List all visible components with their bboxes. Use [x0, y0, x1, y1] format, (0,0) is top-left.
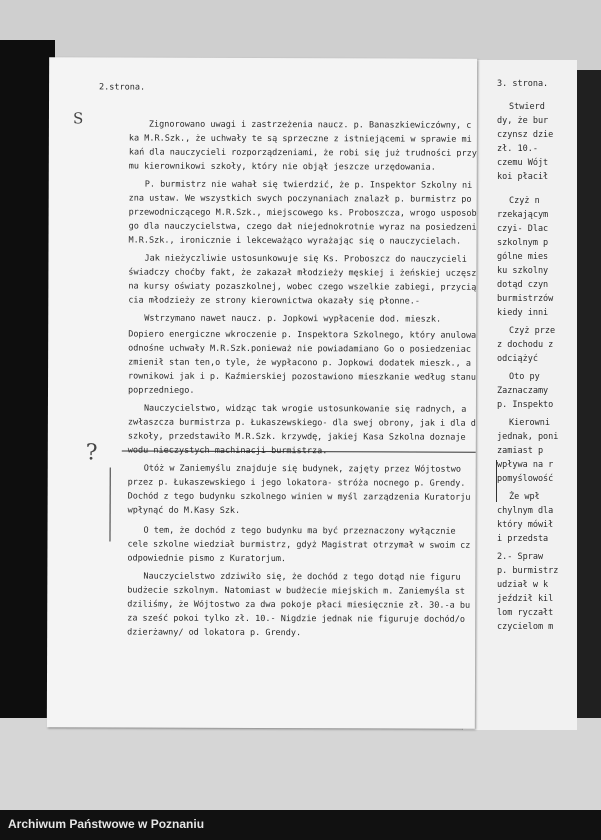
- back-text-line: p. Inspekto: [497, 400, 554, 410]
- front-text-line: Otóż w Zaniemyślu znajduje się budynek, zajęty przez Wójtostwo: [143, 463, 462, 475]
- front-page: [47, 57, 477, 728]
- back-text-line: czycielom m: [497, 622, 554, 632]
- back-text-line: zł. 10.-: [497, 144, 538, 154]
- back-text-line: udział w k: [497, 580, 549, 590]
- front-text-line: kań dla nauczycieli rozporządzeniami, że robi się już trudności przy: [128, 147, 477, 159]
- front-text-line: szkoły, przedstawiło M.R.Szk. krzywdę, jakiej Kasa Szkolna doznaje: [127, 431, 466, 443]
- back-text-line: Stwierd: [509, 102, 545, 112]
- back-text-line: rzekającym: [497, 210, 549, 220]
- back-text-line: z dochodu z: [497, 340, 554, 350]
- back-text-line: dotąd czyn: [497, 280, 549, 290]
- front-text-line: przewodniczącego M.R.Szk., miejscowego ks. Proboszcza, wrogo usposob: [128, 207, 477, 219]
- front-text-line: za sześć pokoi tylko zł. 10.- Nigdzie jednak nie figuruje dochód/o: [127, 613, 465, 625]
- front-text-line: M.R.Szk., ironicznie i lekceważąco wyrażając się o nauczycielach.: [128, 235, 462, 247]
- front-text-line: Zignorowano uwagi i zastrzeżenia naucz. p. Banaszkiewiczówny, c: [148, 119, 472, 131]
- back-text-line: burmistrzów: [497, 294, 554, 304]
- front-text-line: wpłynąć do M.Kasy Szk.: [127, 505, 241, 516]
- front-text-line: mu kierownikowi szkoły, który nie objął jeszcze urzędowania.: [128, 161, 436, 173]
- back-text-line: Zaznaczamy: [497, 386, 549, 396]
- back-text-line: wpływa na r: [497, 460, 554, 470]
- back-page-number: 3. strona.: [497, 79, 549, 89]
- back-text-line: 2.- Spraw: [497, 552, 544, 562]
- back-text-line: Że wpł: [509, 492, 540, 502]
- back-text-line: Kierowni: [509, 418, 550, 428]
- back-text-line: i przedsta: [497, 534, 549, 544]
- front-text-line: Dochód z tego budynku szkolnego winien w myśl zarządzenia Kuratorju: [127, 491, 471, 503]
- front-text-line: dziliśmy, że Wójtostwo za dwa pokoje płaci miesięcznie zł. 30.-a bu: [127, 599, 471, 611]
- front-text-line: zwłaszcza burmistrza p. Łukaszewskiego- dla swej obrony, jak i dla d: [127, 417, 476, 429]
- back-text-line: pomyślowość: [497, 474, 554, 484]
- front-text-line: budżecie szkolnym. Natomiast w budżecie miejskich m. Zaniemyśla st: [127, 585, 466, 597]
- front-text-line: przez p. Łukaszewskiego i jego lokatora- stróża nocnego p. Grendy.: [127, 477, 466, 489]
- margin-annotation-s: S: [72, 109, 84, 128]
- back-text-line: czemu Wójt: [497, 158, 549, 168]
- front-text-line: Nauczycielstwo, widząc tak wrogie ustosunkowanie się radnych, a: [143, 403, 467, 415]
- back-text-line: który mówił: [497, 520, 554, 530]
- front-text-line: cia młodzieży ze strony kierownictwa okazały się płonne.-: [128, 295, 421, 307]
- front-page-number: 2.strona.: [99, 82, 146, 93]
- back-text-line: ku szkolny: [497, 266, 549, 276]
- back-text-line: Oto py: [509, 372, 540, 382]
- front-text-line: poprzedniego.: [127, 385, 195, 396]
- front-text-line: dzierżawny/ od lokatora p. Grendy.: [127, 627, 302, 639]
- back-text-line: jeździł kil: [497, 594, 554, 604]
- margin-annotation-question: ?: [85, 440, 98, 466]
- front-text-line: Dopiero energiczne wkroczenie p. Inspektora Szkolnego, który anulowa: [128, 329, 477, 341]
- front-text-line: odpowiednie pismo z Kuratorjum.: [127, 553, 287, 565]
- back-text-line: dy, że bur: [497, 116, 549, 126]
- back-text-line: czyi- Dlac: [497, 224, 549, 234]
- front-text-line: rownikowi jak i p. Kaźmierskiej pozostawiono mieszkanie według stanu: [128, 371, 477, 383]
- back-text-line: Czyż prze: [509, 326, 556, 336]
- back-text-line: Czyż n: [509, 196, 540, 206]
- front-text-line: go dla nauczycielstwa, czego dał niejednokrotnie wyraz na posiedzeni: [128, 221, 477, 233]
- front-text-line: ka M.R.Szk., że uchwały te są sprzeczne z istniejącemi w sprawie mi: [128, 133, 472, 145]
- back-text-line: jednak, poni: [497, 432, 559, 442]
- back-text-line: lom ryczałt: [497, 608, 554, 618]
- front-text-line: wodu nieczystych machinacji burmistrza.: [127, 445, 328, 457]
- archive-label: Archiwum Państwowe w Poznaniu: [8, 817, 205, 831]
- back-text-line: kiedy inni: [497, 308, 549, 318]
- margin-bracket: [109, 467, 110, 541]
- front-text-line: P. burmistrz nie wahał się twierdzić, że p. Inspektor Szkolny ni: [144, 179, 473, 191]
- back-text-line: gólne mies: [497, 252, 549, 262]
- front-text-line: cele szkolne wiedział burmistrz, gdyż Magistrat otrzymał w swoim cz: [127, 539, 471, 551]
- back-text-line: p. burmistrz: [497, 566, 559, 576]
- front-text-line: Jak nieżyczliwie ustosunkowuje się Ks. Proboszcz do nauczycieli: [144, 253, 467, 265]
- front-text-line: Wstrzymano nawet naucz. p. Jopkowi wypłacenie dod. mieszk.: [144, 313, 442, 325]
- front-text-line: na kursy oświaty pozaszkolnej, wobec czego wszelkie zabiegi, przycią: [128, 281, 477, 293]
- back-text-line: koi płacił: [497, 172, 549, 182]
- scan-bottom-area: [0, 718, 601, 810]
- back-text-line: odciążyć: [497, 354, 538, 364]
- back-text-line: czynsz dzie: [497, 130, 554, 140]
- front-text-line: zmienił stan ten,o tyle, że wypłacono p. Jopkowi dodatek mieszk., a: [128, 357, 471, 369]
- front-text-line: Nauczycielstwo zdziwiło się, że dochód z tego dotąd nie figuru: [143, 571, 461, 583]
- back-text-line: chylnym dla: [497, 506, 554, 516]
- back-page: [462, 60, 577, 730]
- front-text-line: świadczy choćby fakt, że zakazał młodzieży męskiej i żeńskiej uczęsz: [128, 267, 477, 279]
- back-text-line: zamiast p: [497, 446, 544, 456]
- front-text-line: O tem, że dochód z tego budynku ma być przeznaczony wyłącznie: [143, 525, 456, 537]
- back-text-line: szkolnym p: [497, 238, 549, 248]
- front-text-line: odnośne uchwały M.R.Szk.ponieważ nie powiadamiano Go o posiedzeniac: [128, 343, 472, 355]
- front-text-line: zna ustaw. We wszystkich swych poczynaniach znalazł p. burmistrz po: [128, 193, 472, 205]
